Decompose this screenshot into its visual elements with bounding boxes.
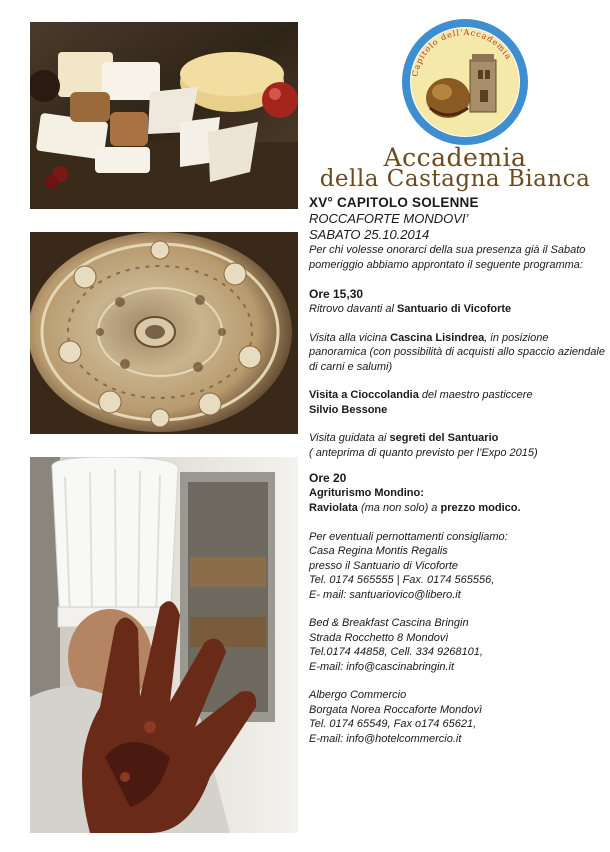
event-date: SABATO 25.10.2014 (309, 227, 430, 242)
lodging-intro: Per eventuali pernottamenti consigliamo: (309, 530, 508, 543)
brand-name-line1: Accademia (383, 143, 527, 172)
visit2-name: Silvio Bessone (309, 403, 388, 416)
lodging-address: Borgata Norea Roccaforte Mondovì (309, 703, 483, 716)
lodging-phone: Tel. 0174 65549, Fax o174 65621, (309, 718, 477, 730)
lodging-email: E-mail: info@cascinabringin.it (309, 660, 455, 673)
visit3-pre: Visita guidata ai (309, 432, 390, 444)
academy-logo (400, 18, 530, 146)
visit1-place: Cascina Lisindrea (390, 331, 485, 344)
meeting-pre: Ritrovo davanti al (309, 303, 398, 315)
event-title: XV° CAPITOLO SOLENNE (309, 195, 479, 210)
visit1-pre: Visita alla vicina (309, 331, 391, 344)
dinner-mid: (ma non solo) a (357, 502, 441, 514)
lodging-email: E- mail: santuariovico@libero.it (309, 588, 461, 601)
lodging-phone: Tel.0174 44858, Cell. 334 9268101, (309, 646, 483, 658)
sanctuary-dome-photo (30, 232, 298, 434)
logo-ring-text: Capitolo dell'Accademia (410, 27, 514, 78)
dinner-place: Agriturismo Mondino: (309, 487, 424, 499)
time-evening: Ore 20 (309, 471, 347, 485)
meeting-point (309, 302, 605, 317)
dinner-dish: Raviolata (309, 502, 358, 514)
chef-chocolate-hand-photo (30, 457, 298, 833)
visit3-place: segreti del Santuario (389, 432, 499, 444)
brand-name-line2: della Castagna Bianca (319, 166, 591, 192)
visit-cascina (309, 331, 605, 375)
lodging-address: presso il Santuario di Vicoforte (309, 559, 458, 572)
lodging-name: Bed & Breakfast Cascina Bringin (309, 617, 469, 629)
visit3-note: ( anteprima di quanto previsto per l’Expo 2015) (309, 446, 538, 459)
lodging-name: Casa Regina Montis Regalis (309, 545, 448, 557)
time-afternoon: Ore 15,30 (309, 287, 364, 301)
lodging-phone: Tel. 0174 565555 | Fax. 0174 565556, (309, 574, 495, 586)
program-text (309, 194, 605, 746)
visit2-mid: del maestro pasticcere (418, 389, 533, 401)
dinner-line (309, 501, 605, 516)
dinner-price: prezzo modico. (440, 502, 521, 514)
visit1-post: , in posizione panoramica (con possibilità di acquisti allo spaccio aziendale di carni e salumi) (309, 331, 605, 373)
visit2-pre: Visita a Cioccolandia (309, 389, 419, 401)
meeting-place: Santuario di Vicoforte (397, 303, 512, 315)
cheese-platter-photo (30, 22, 298, 209)
visit-cioccolandia (309, 388, 605, 417)
lodging-email: E-mail: info@hotelcommercio.it (309, 732, 462, 745)
event-intro: Per chi volesse onorarci della sua presenza già il Sabato pomeriggio abbiamo approntato il seguente programma: (309, 244, 586, 271)
lodging-address: Strada Rocchetto 8 Mondovì (309, 631, 449, 644)
event-location: ROCCAFORTE MONDOVI’ (309, 211, 469, 226)
visit-santuario (309, 431, 605, 446)
lodging-name: Albergo Commercio (309, 689, 407, 701)
